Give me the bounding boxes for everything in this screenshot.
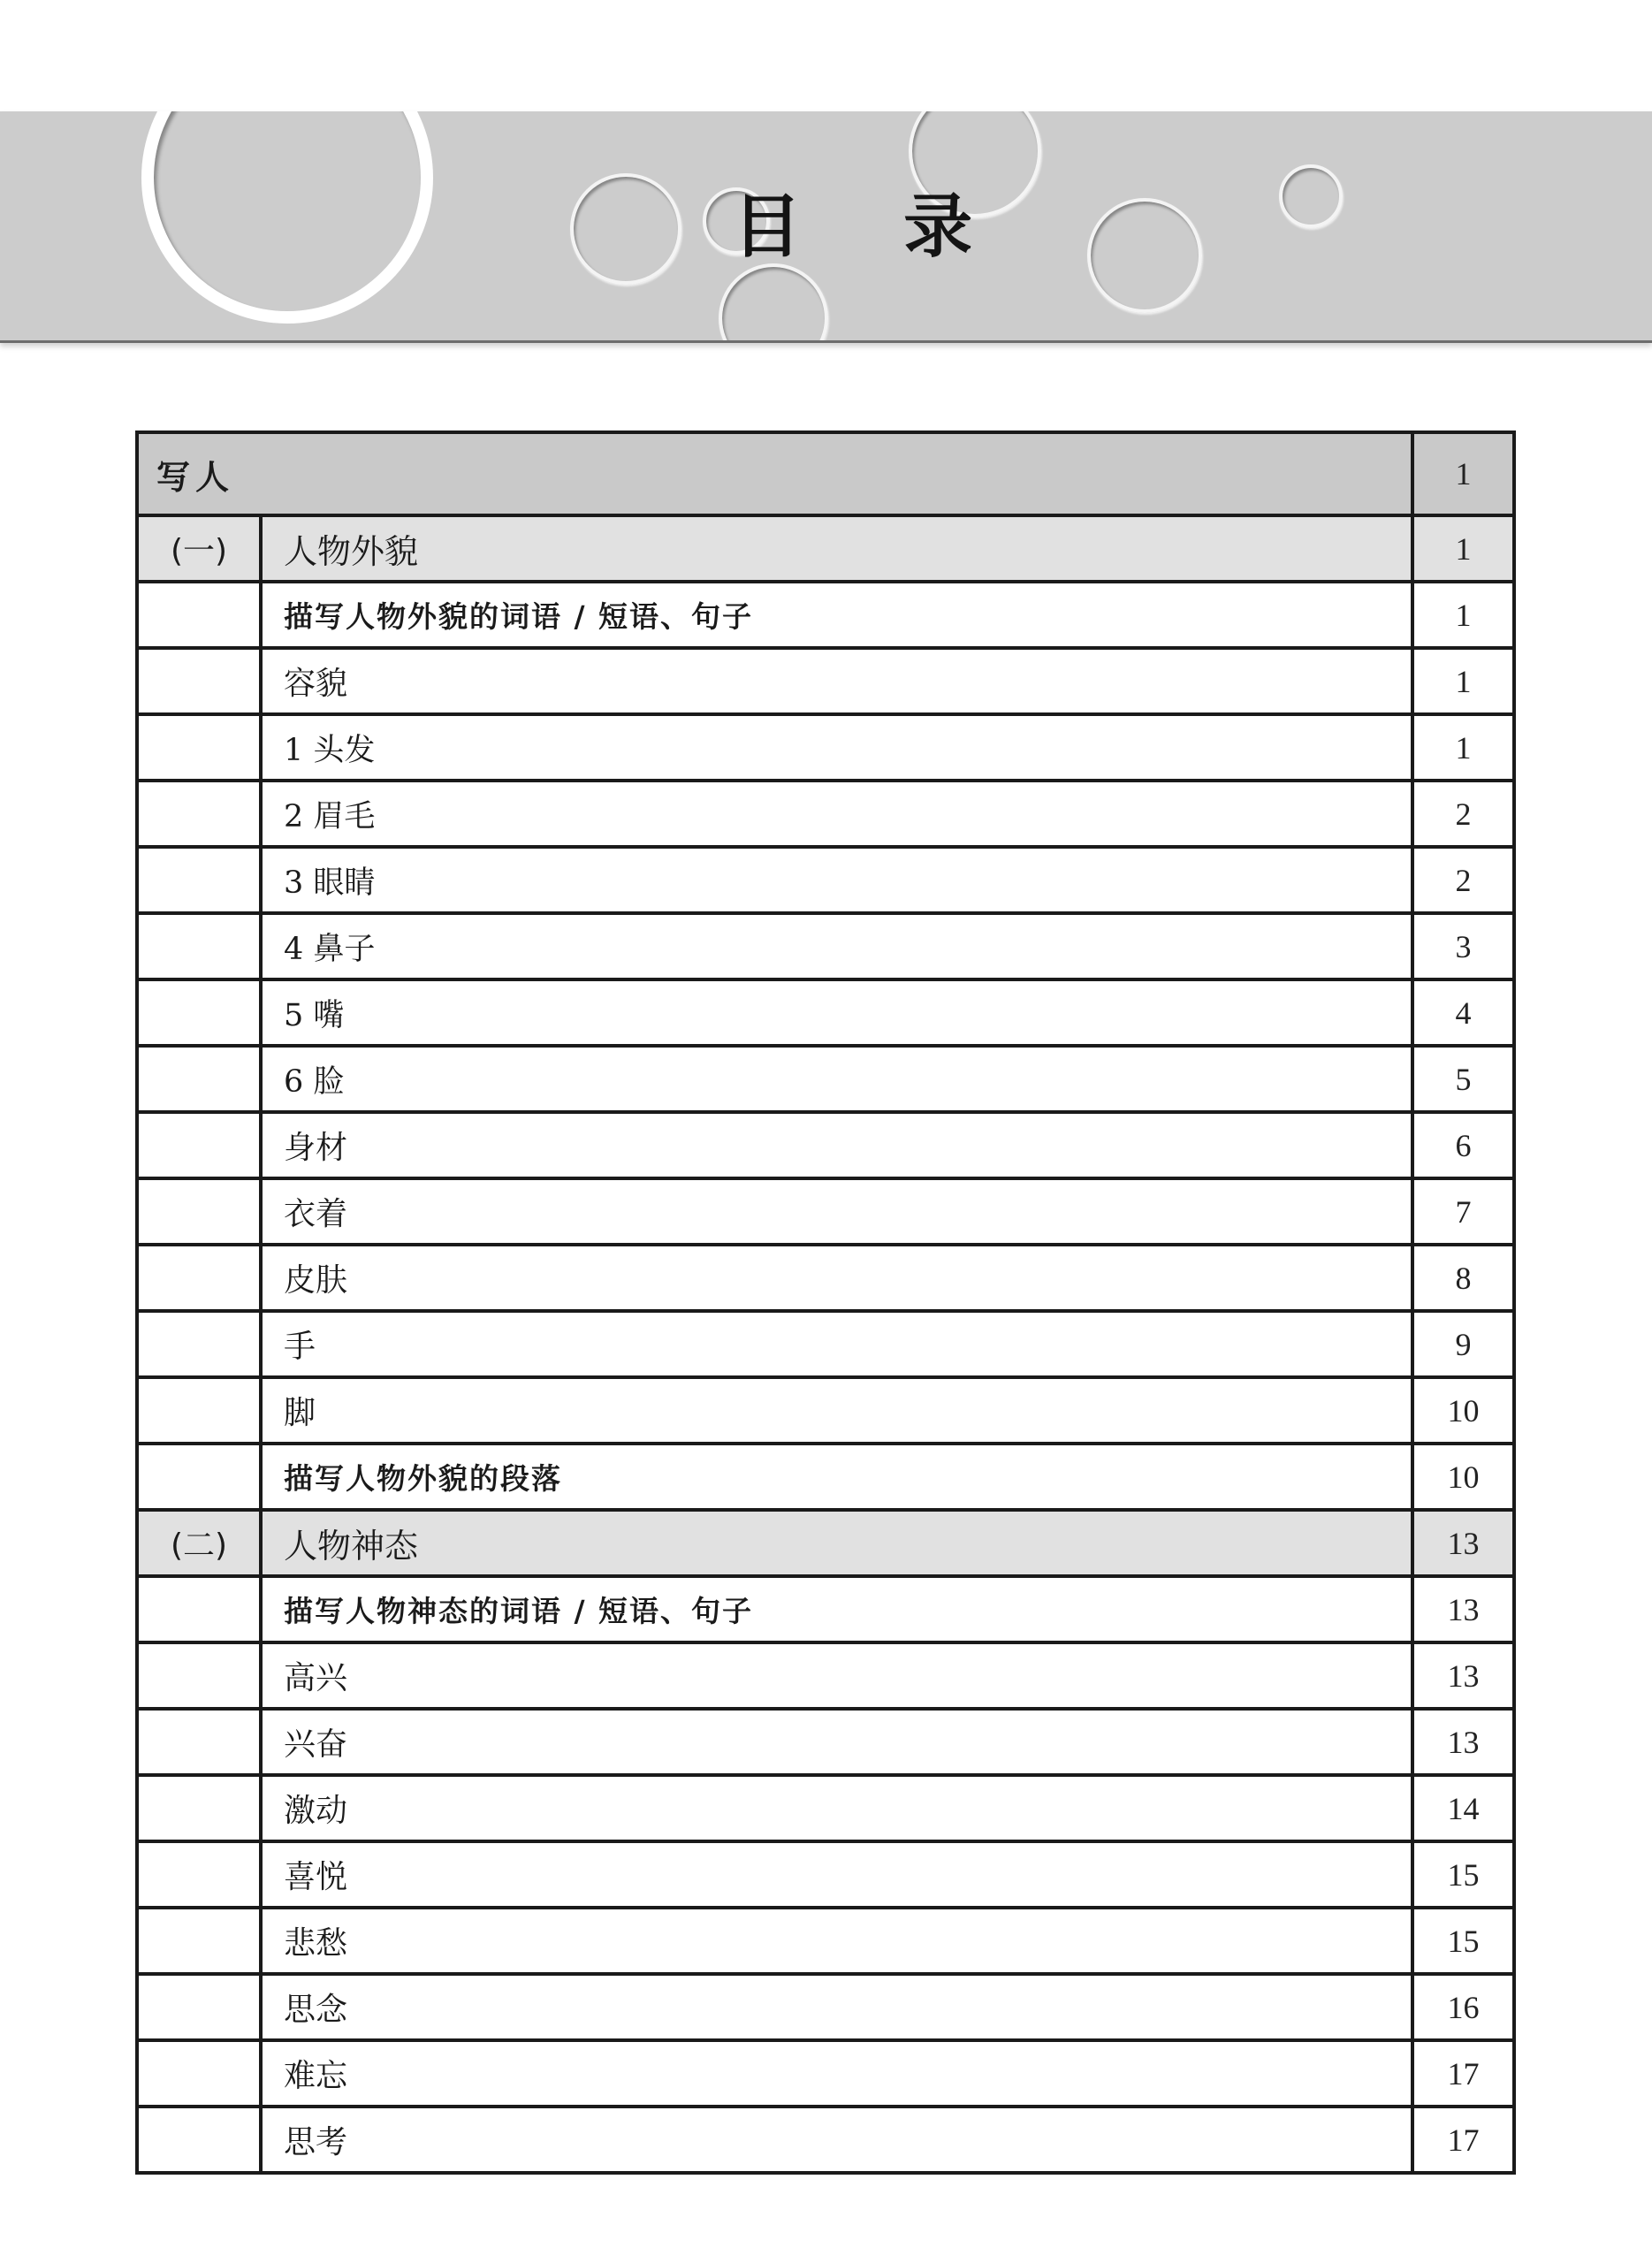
entry-title: 身材 bbox=[284, 1130, 348, 1166]
page-number: 13 bbox=[1412, 1510, 1514, 1576]
entry-title-cell bbox=[261, 582, 1412, 648]
page-number: 13 bbox=[1412, 1709, 1514, 1775]
page-number: 15 bbox=[1412, 1908, 1514, 1974]
entry-title: 描写人物神态的词语 / 短语、句子 bbox=[284, 1594, 754, 1628]
section-number bbox=[137, 1178, 261, 1245]
entry-title-cell bbox=[261, 1709, 1412, 1775]
section-number bbox=[137, 781, 261, 847]
toc-entry-row[interactable] bbox=[137, 913, 1514, 979]
entry-title: 1 头发 bbox=[284, 732, 376, 768]
entry-title: 衣着 bbox=[284, 1196, 348, 1232]
page-number: 16 bbox=[1412, 1974, 1514, 2040]
section-number bbox=[137, 979, 261, 1046]
entry-title: 激动 bbox=[284, 1793, 348, 1829]
toc-entry-row[interactable] bbox=[137, 2107, 1514, 2173]
section-number bbox=[137, 1709, 261, 1775]
entry-title: 脚 bbox=[284, 1395, 316, 1431]
page-number: 13 bbox=[1412, 1576, 1514, 1642]
page-title: 目 录 bbox=[732, 187, 1012, 267]
page-number: 1 bbox=[1412, 714, 1514, 781]
section-number bbox=[137, 1974, 261, 2040]
entry-title-cell bbox=[261, 1974, 1412, 2040]
entry-title: 2 眉毛 bbox=[284, 798, 376, 834]
page-number: 5 bbox=[1412, 1046, 1514, 1112]
entry-title: 4 鼻子 bbox=[284, 931, 376, 967]
entry-title-cell bbox=[261, 2107, 1412, 2173]
page-number: 2 bbox=[1412, 847, 1514, 913]
entry-title-cell bbox=[261, 1642, 1412, 1709]
toc-entry-row[interactable] bbox=[137, 1112, 1514, 1178]
entry-title: 喜悦 bbox=[284, 1859, 348, 1895]
section-number bbox=[137, 1112, 261, 1178]
entry-title: 容貌 bbox=[284, 666, 348, 702]
entry-title: 思念 bbox=[284, 1992, 348, 2028]
page-number: 17 bbox=[1412, 2040, 1514, 2107]
toc-entry-row[interactable] bbox=[137, 781, 1514, 847]
section-number bbox=[137, 648, 261, 714]
toc-entry-row[interactable] bbox=[137, 847, 1514, 913]
toc-entry-row[interactable] bbox=[137, 1377, 1514, 1444]
entry-title: 难忘 bbox=[284, 2058, 348, 2094]
toc-entry-row[interactable] bbox=[137, 1974, 1514, 2040]
entry-title: 6 脸 bbox=[284, 1063, 345, 1100]
entry-title-cell bbox=[261, 648, 1412, 714]
toc-entry-row[interactable] bbox=[137, 1709, 1514, 1775]
entry-title: 人物神态 bbox=[284, 1527, 419, 1566]
toc-entry-row[interactable] bbox=[137, 1245, 1514, 1311]
entry-title: 5 嘴 bbox=[284, 997, 345, 1033]
entry-title-cell bbox=[261, 1444, 1412, 1510]
section-number bbox=[137, 1311, 261, 1377]
toc-entry-row[interactable] bbox=[137, 1908, 1514, 1974]
entry-title-cell bbox=[261, 1178, 1412, 1245]
page-number: 13 bbox=[1412, 1642, 1514, 1709]
page-number: 14 bbox=[1412, 1775, 1514, 1841]
entry-title: 高兴 bbox=[284, 1660, 348, 1696]
section-number: (二) bbox=[137, 1510, 261, 1576]
page-number: 4 bbox=[1412, 979, 1514, 1046]
toc-entry-row[interactable] bbox=[137, 648, 1514, 714]
section-number bbox=[137, 1444, 261, 1510]
section-number bbox=[137, 2107, 261, 2173]
entry-title-cell bbox=[261, 2040, 1412, 2107]
section-number bbox=[137, 913, 261, 979]
toc-entry-row[interactable] bbox=[137, 1046, 1514, 1112]
entry-title-cell bbox=[261, 1046, 1412, 1112]
toc-entry-row[interactable] bbox=[137, 979, 1514, 1046]
entry-title-cell bbox=[261, 1311, 1412, 1377]
entry-title: 皮肤 bbox=[284, 1262, 348, 1299]
page-number: 10 bbox=[1412, 1444, 1514, 1510]
page-number: 17 bbox=[1412, 2107, 1514, 2173]
toc-part-row[interactable] bbox=[137, 432, 1514, 515]
toc-section-row[interactable] bbox=[137, 515, 1514, 582]
page-number: 10 bbox=[1412, 1377, 1514, 1444]
page-number: 3 bbox=[1412, 913, 1514, 979]
toc-entry-row[interactable] bbox=[137, 1444, 1514, 1510]
entry-title-cell bbox=[261, 1775, 1412, 1841]
entry-title-cell bbox=[261, 1841, 1412, 1908]
entry-title: 描写人物外貌的段落 bbox=[284, 1461, 562, 1496]
entry-title: 3 眼睛 bbox=[284, 865, 376, 901]
entry-title: 手 bbox=[284, 1329, 316, 1365]
page-number: 9 bbox=[1412, 1311, 1514, 1377]
entry-title-cell bbox=[261, 1510, 1412, 1576]
entry-title-cell bbox=[261, 1908, 1412, 1974]
table-of-contents bbox=[135, 431, 1516, 2175]
section-number bbox=[137, 1775, 261, 1841]
toc-entry-row[interactable] bbox=[137, 1576, 1514, 1642]
header-banner bbox=[0, 111, 1652, 343]
entry-title: 思考 bbox=[284, 2124, 348, 2160]
entry-title-cell bbox=[261, 1576, 1412, 1642]
section-number bbox=[137, 1908, 261, 1974]
entry-title-cell bbox=[261, 979, 1412, 1046]
entry-title-cell bbox=[261, 1245, 1412, 1311]
section-number bbox=[137, 1642, 261, 1709]
entry-title-cell bbox=[261, 847, 1412, 913]
entry-title: 描写人物外貌的词语 / 短语、句子 bbox=[284, 599, 754, 634]
section-number bbox=[137, 1576, 261, 1642]
decorative-circle bbox=[719, 263, 828, 343]
section-number bbox=[137, 1841, 261, 1908]
entry-title-cell bbox=[261, 913, 1412, 979]
section-number bbox=[137, 1046, 261, 1112]
section-number bbox=[137, 1245, 261, 1311]
toc-section-row[interactable] bbox=[137, 1510, 1514, 1576]
toc-entry-row[interactable] bbox=[137, 1642, 1514, 1709]
page-number: 1 bbox=[1412, 648, 1514, 714]
page-number: 1 bbox=[1412, 515, 1514, 582]
section-number: (一) bbox=[137, 515, 261, 582]
entry-title-cell bbox=[261, 1112, 1412, 1178]
section-number bbox=[137, 714, 261, 781]
entry-title: 兴奋 bbox=[284, 1726, 348, 1763]
toc-entry-row[interactable] bbox=[137, 714, 1514, 781]
toc-entry-row[interactable] bbox=[137, 2040, 1514, 2107]
entry-title-cell bbox=[261, 1377, 1412, 1444]
page-number: 8 bbox=[1412, 1245, 1514, 1311]
page-number: 1 bbox=[1412, 582, 1514, 648]
section-number bbox=[137, 582, 261, 648]
entry-title-cell bbox=[261, 515, 1412, 582]
entry-title: 人物外貌 bbox=[284, 532, 419, 571]
toc-entry-row[interactable] bbox=[137, 1311, 1514, 1377]
entry-title: 悲愁 bbox=[284, 1925, 348, 1962]
toc-entry-row[interactable] bbox=[137, 1841, 1514, 1908]
page-number: 6 bbox=[1412, 1112, 1514, 1178]
toc-entry-row[interactable] bbox=[137, 1178, 1514, 1245]
section-number bbox=[137, 2040, 261, 2107]
entry-title-cell bbox=[261, 714, 1412, 781]
page-number: 7 bbox=[1412, 1178, 1514, 1245]
section-number bbox=[137, 1377, 261, 1444]
part-title: 写人 bbox=[156, 457, 235, 497]
toc-entry-row[interactable] bbox=[137, 1775, 1514, 1841]
toc-entry-row[interactable] bbox=[137, 582, 1514, 648]
entry-title-cell bbox=[261, 781, 1412, 847]
part-title-cell bbox=[137, 432, 1412, 515]
page-number: 1 bbox=[1412, 432, 1514, 515]
section-number bbox=[137, 847, 261, 913]
page-number: 2 bbox=[1412, 781, 1514, 847]
page-number: 15 bbox=[1412, 1841, 1514, 1908]
